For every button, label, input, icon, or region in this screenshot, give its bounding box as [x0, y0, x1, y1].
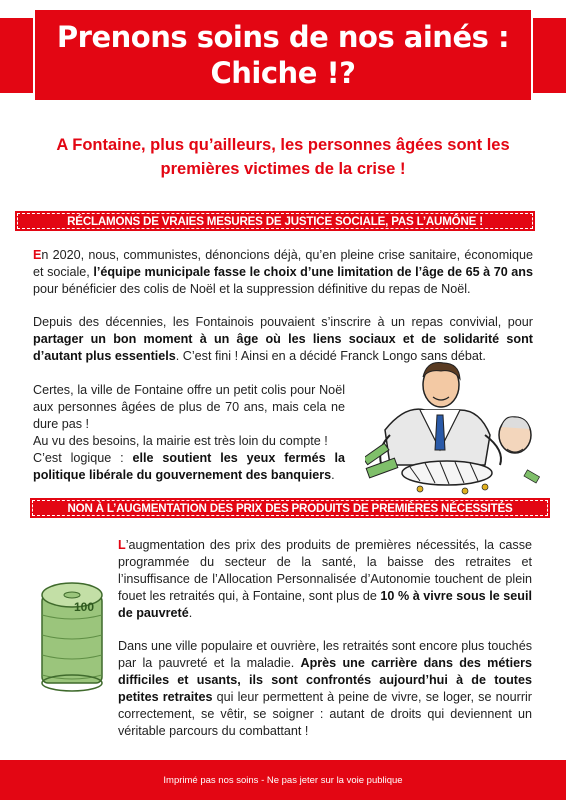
section-bar-label: NON À L’AUGMENTATION DES PRIX DES PRODUITS DE PREMIÈRES NÉCESSITÉS — [67, 501, 513, 515]
section-bar-prix-produits — [30, 498, 550, 518]
footer-text: Imprimé pas nos soins - Ne pas jeter sur la voie publique — [163, 774, 403, 786]
paragraph-petit-colis: Certes, la ville de Fontaine offre un petit colis pour Noël aux personnes âgées de plus de 70 ans, mais cela ne dure pas ! Au vu des besoins, la mairie est très loin du compte ! C’est logique : elle soutient les yeux fermés la politique libérale du gouvernement des banquiers. — [33, 383, 345, 482]
banknote-roll-illustration — [30, 575, 115, 695]
paragraph-repas-convivial: Depuis des décennies, les Fontainois pouvaient s’inscrire à un repas convivial, pour partager un bon moment à un âge où les liens sociaux et de solidarité sont d’autant plus essentiels. C’est fini ! Ainsi en a décidé Franck Longo sans débat. — [33, 315, 533, 363]
dropcap-letter: L — [118, 538, 126, 552]
footer-band — [0, 760, 566, 800]
page-title-line-1: Prenons soins de nos ainés : — [56, 20, 510, 54]
page-title-line-2: Chiche !? — [210, 56, 356, 90]
title-banner — [0, 0, 566, 110]
title-box — [33, 8, 533, 102]
subheading: A Fontaine, plus qu’ailleurs, les personnes âgées sont les premières victimes de la crise ! — [56, 136, 510, 178]
section-bar-label: RÉCLAMONS DE VRAIES MESURES DE JUSTICE SOCIALE, PAS L’AUMÔNE ! — [67, 214, 483, 228]
paragraph-retraites-pauvrete: Dans une ville populaire et ouvrière, les retraités sont encore plus touchés par la pauvreté et la maladie. Après une carrière dans des métiers difficiles et usants, ils sont confrontés aujourd’hui à de toutes petites retraites qui leur permettent à peine de vivre, se loger, se nourrir correctement, se vêtir, se soigner : autant de droits qui deviennent un véritable parcours du combattant ! — [118, 639, 532, 738]
paragraph-augmentation-prix: L’augmentation des prix des produits de premières nécessités, la casse programmée du secteur de la santé, la baisse des retraites et l’insuffisance de l’Allocation Personnalisée d’Autonomie touchent de plein fouet les retraités qui, à Fontaine, sont plus de 10 % à vivre sous le seuil de pauvreté. — [118, 538, 532, 620]
section-bar-justice-sociale — [15, 211, 535, 231]
paragraph-colis-noel: En 2020, nous, communistes, dénoncions déjà, qu’en pleine crise sanitaire, économique et sociale, l’équipe municipale fasse le choix d’une limitation de l’âge de 65 à 70 ans pour bénéficier des colis de Noël et la suppression définitive du repas de Noël. — [33, 248, 534, 296]
dropcap-letter: E — [33, 248, 42, 262]
banknote-value-label: 100 — [74, 600, 95, 614]
cartoon-illustration — [365, 355, 545, 495]
